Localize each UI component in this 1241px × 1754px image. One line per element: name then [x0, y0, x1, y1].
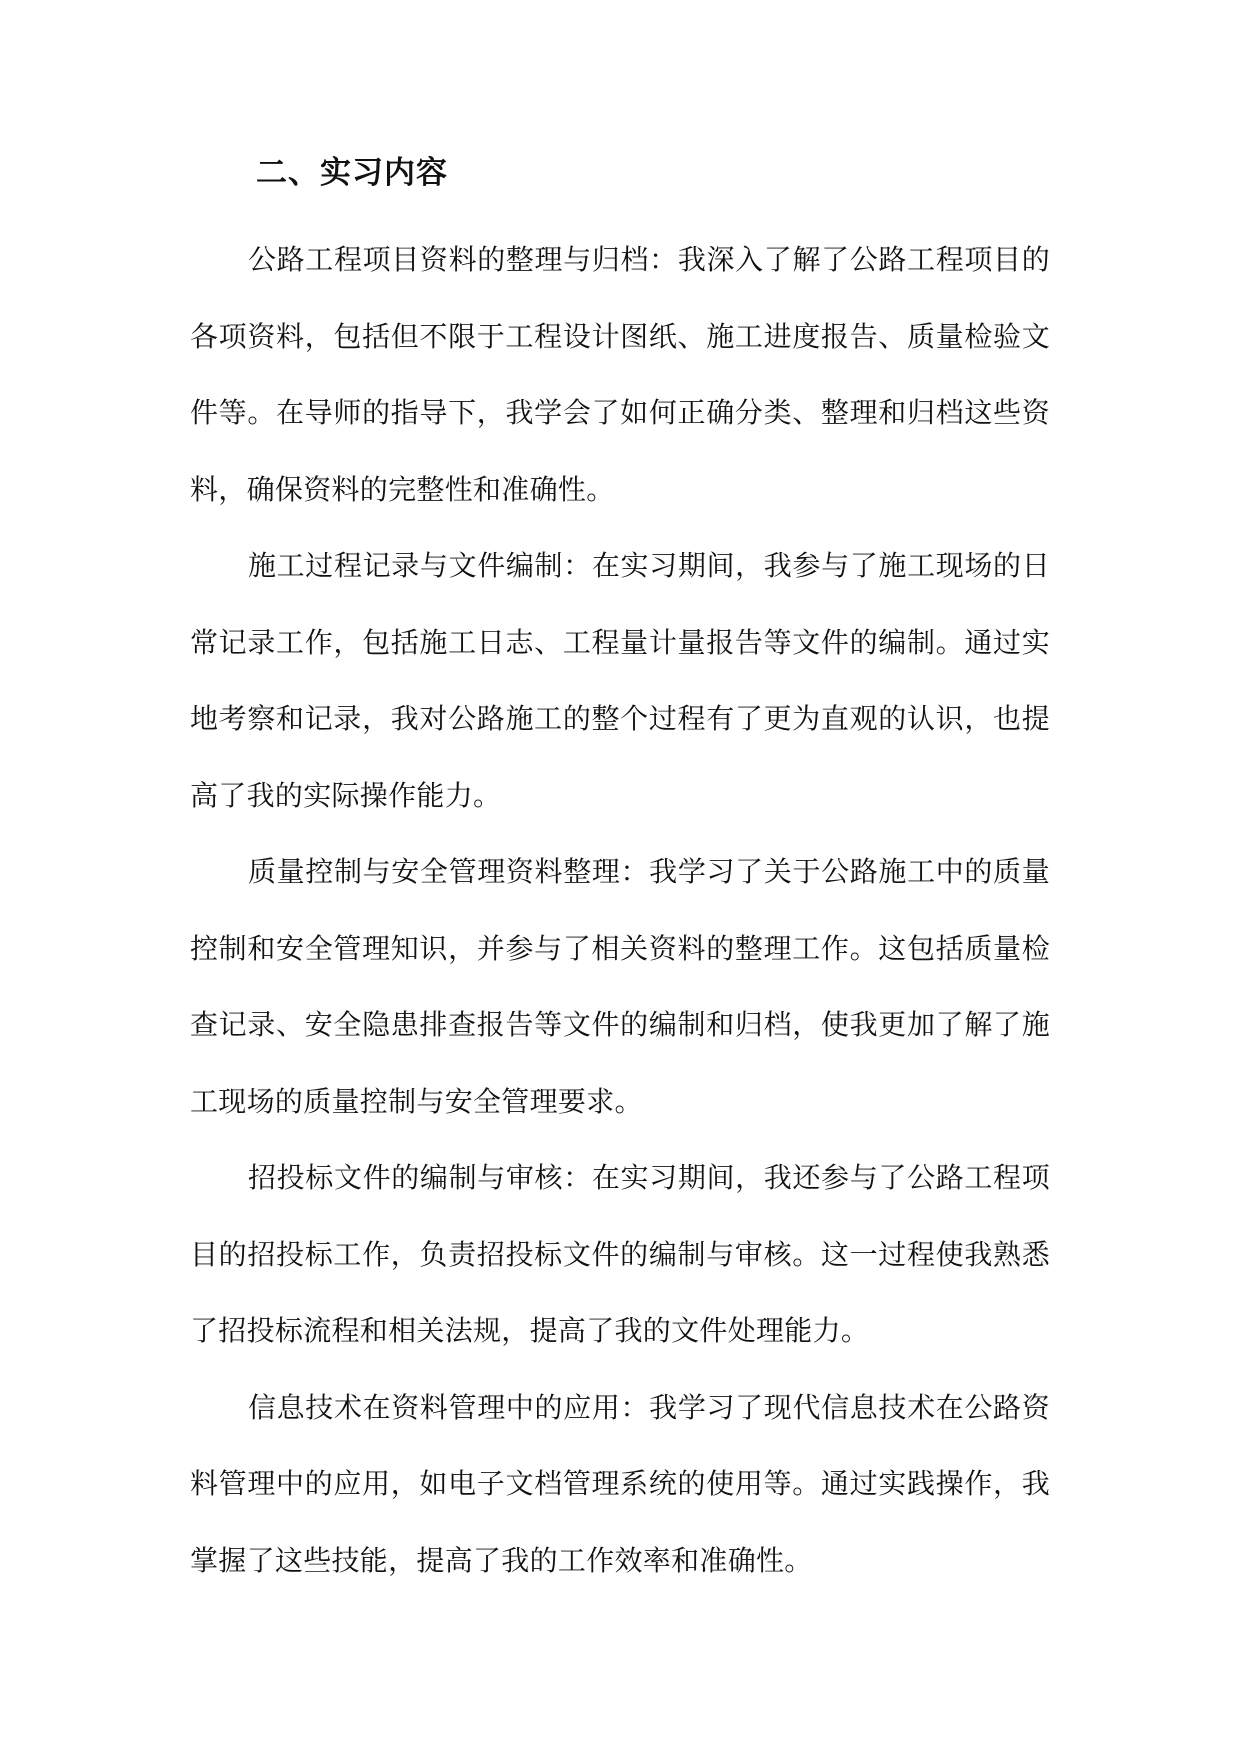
paragraph-archiving: 公路工程项目资料的整理与归档：我深入了解了公路工程项目的各项资料，包括但不限于工程设计图纸、施工进度报告、质量检验文件等。在导师的指导下，我学会了如何正确分类、整理和归档这些资料，确保资料的完整性和准确性。: [190, 243, 1050, 506]
paragraph-construction-records: 施工过程记录与文件编制：在实习期间，我参与了施工现场的日常记录工作，包括施工日志、工程量计量报告等文件的编制。通过实地考察和记录，我对公路施工的整个过程有了更为直观的认识，也提高了我的实际操作能力。: [190, 549, 1050, 812]
document-body: [190, 222, 1050, 1599]
paragraph-quality-safety: 质量控制与安全管理资料整理：我学习了关于公路施工中的质量控制和安全管理知识，并参与了相关资料的整理工作。这包括质量检查记录、安全隐患排查报告等文件的编制和归档，使我更加了解了施工现场的质量控制与安全管理要求。: [190, 855, 1050, 1118]
paragraph-information-technology: 信息技术在资料管理中的应用：我学习了现代信息技术在公路资料管理中的应用，如电子文档管理系统的使用等。通过实践操作，我掌握了这些技能，提高了我的工作效率和准确性。: [190, 1390, 1050, 1577]
paragraph-bidding-documents: 招投标文件的编制与审核：在实习期间，我还参与了公路工程项目的招投标工作，负责招投标文件的编制与审核。这一过程使我熟悉了招投标流程和相关法规，提高了我的文件处理能力。: [190, 1161, 1050, 1347]
section-heading: 二、实习内容: [256, 155, 448, 191]
